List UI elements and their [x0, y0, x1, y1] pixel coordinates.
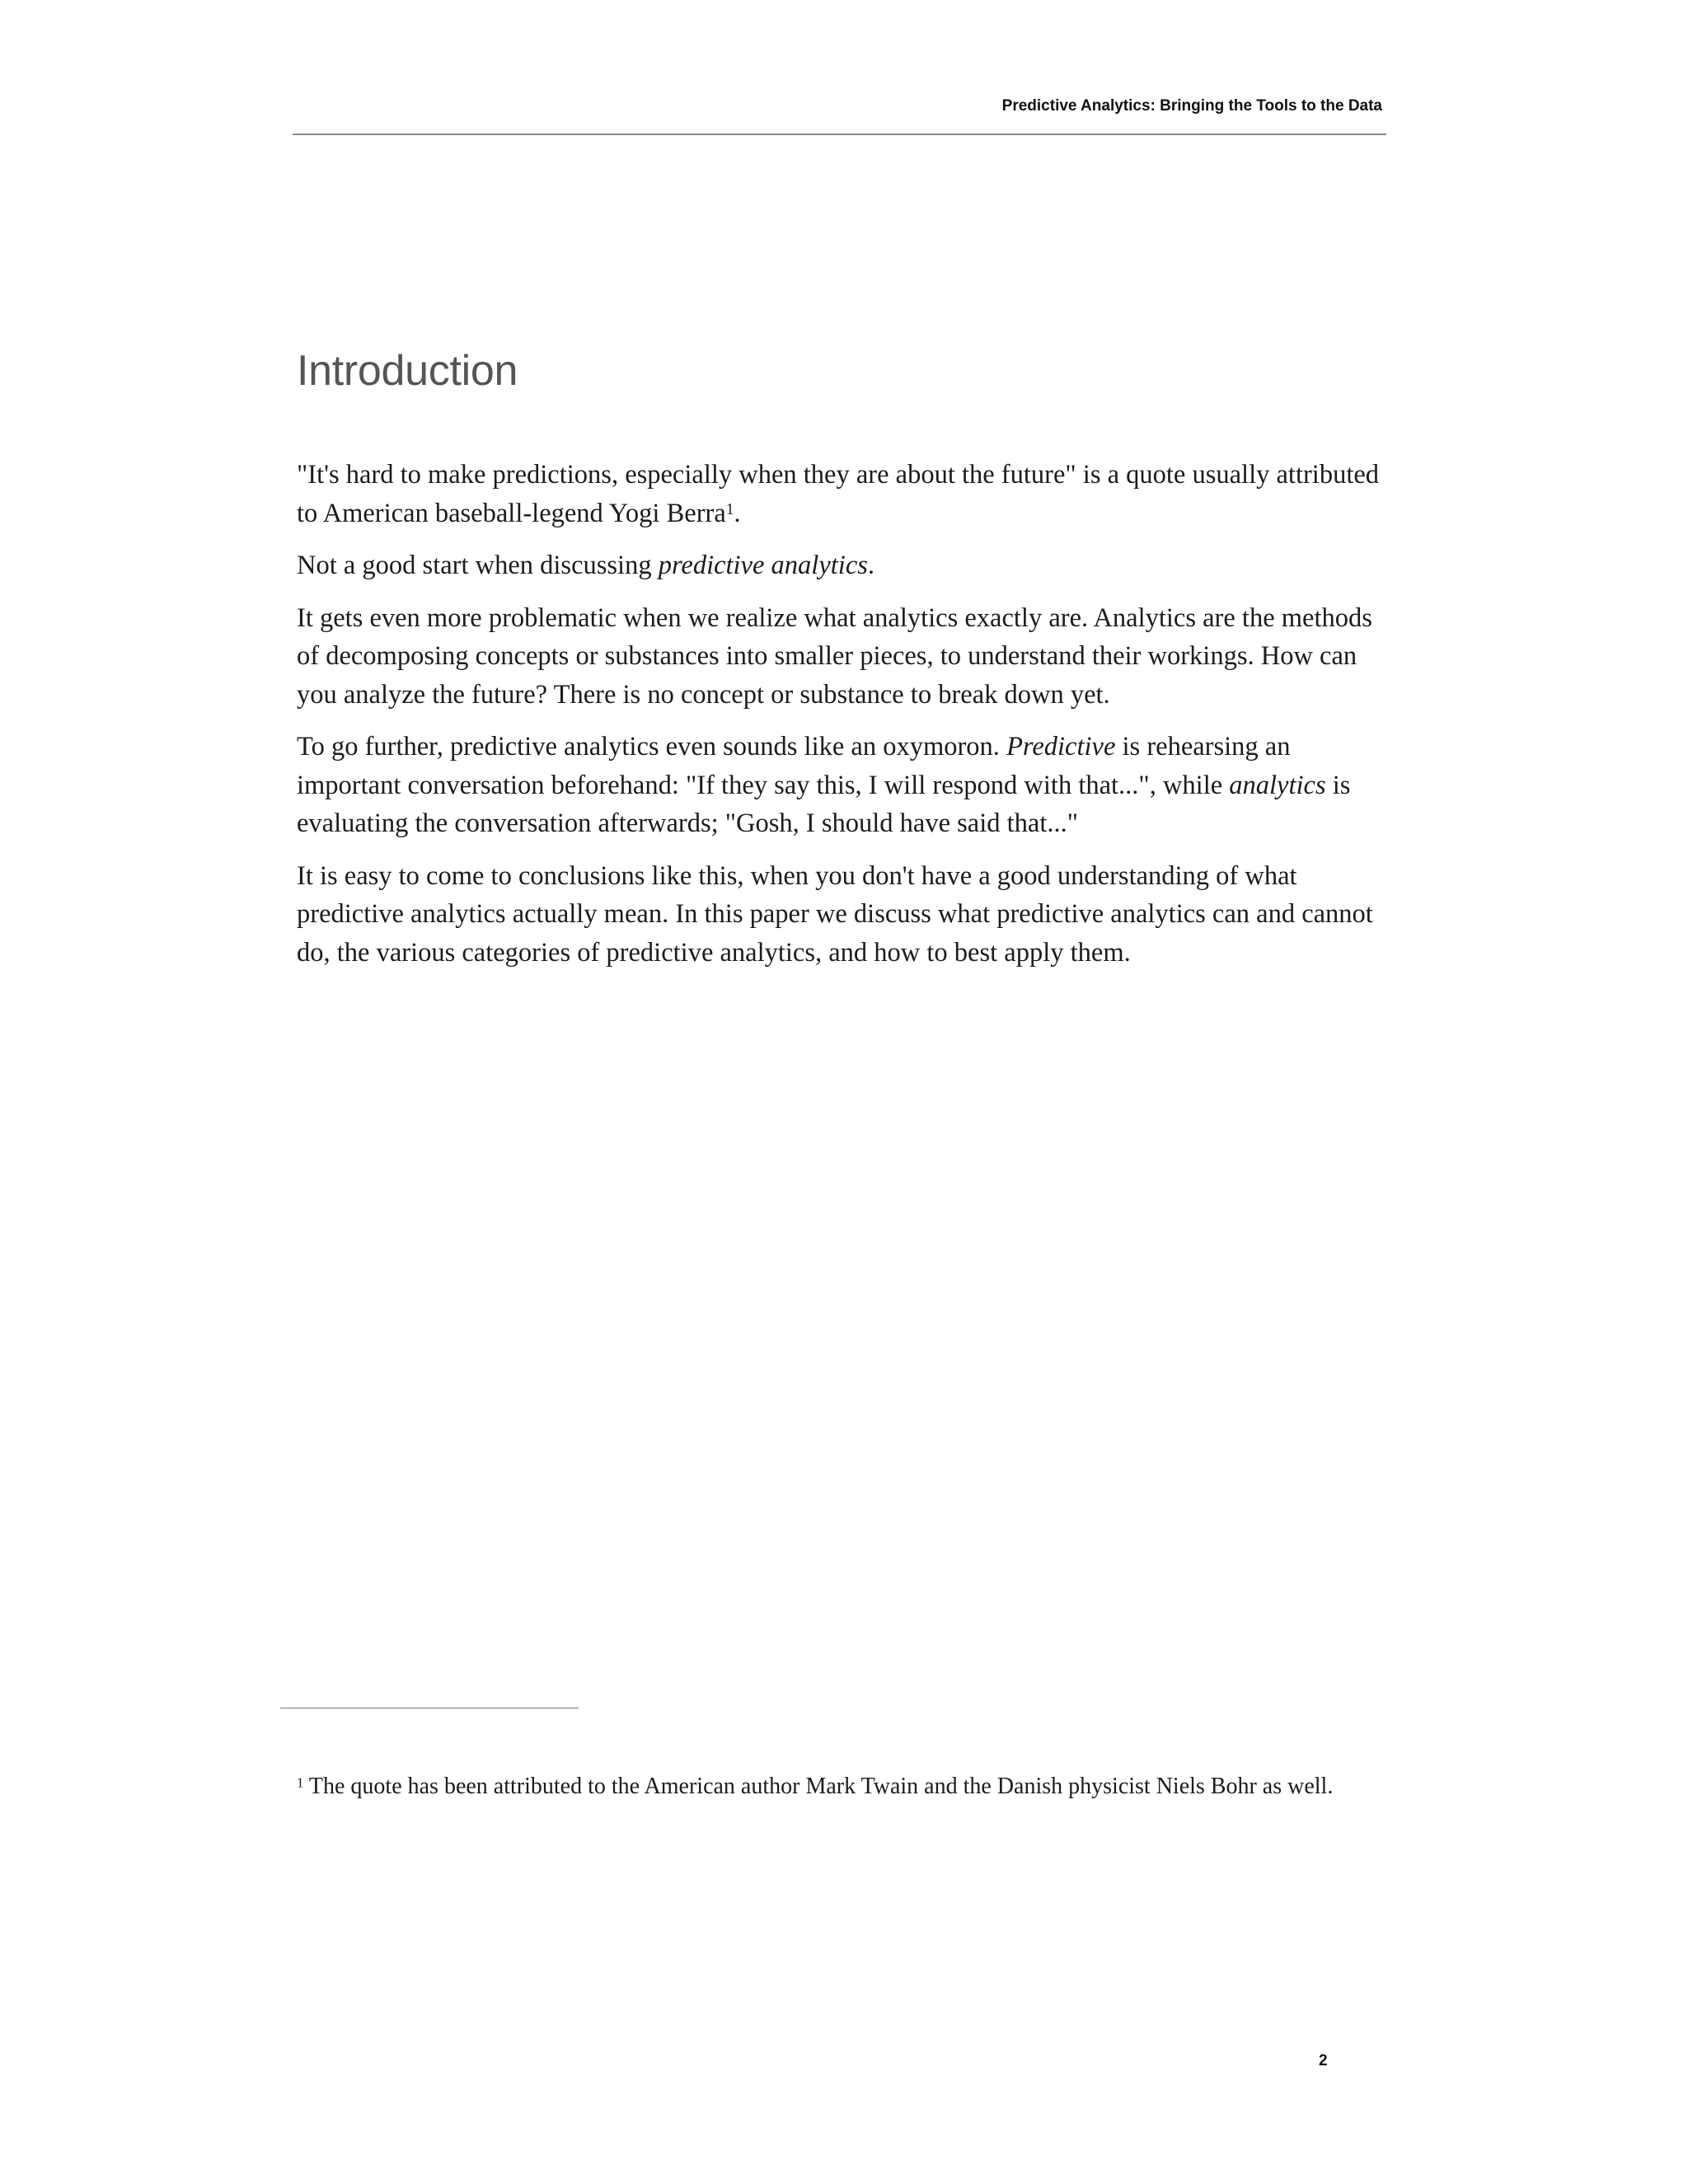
header-rule	[293, 134, 1386, 135]
paragraph-5: It is easy to come to conclusions like this, when you don't have a good understanding of what predictive analytics actually mean. In this paper we discuss what predictive analytics can and cannot do, the various categories of predictive analytics, and how to best apply them.	[297, 860, 1373, 968]
paragraph-1	[297, 456, 1393, 532]
footnote	[297, 1774, 1401, 1800]
paragraph-4-text-b: is rehearsing an important conversation beforehand: "If they say this, I will respond with that...", while	[297, 732, 1291, 800]
paragraph-2	[297, 546, 1393, 585]
paragraph-3: It gets even more problematic when we realize what analytics exactly are. Analytics are the methods of decomposing concepts or substances into smaller pieces, to understand their workings. How can you analyze the future? There is no concept or substance to break down yet.	[297, 602, 1372, 710]
paragraph-2-text: Not a good start when discussing	[297, 551, 659, 580]
footnote-marker: 1	[297, 1774, 304, 1791]
footnote-text: The quote has been attributed to the American author Mark Twain and the Danish physicist Niels Bohr as well.	[303, 1774, 1334, 1799]
paragraph-4	[297, 728, 1393, 843]
page-number: 2	[1319, 2052, 1328, 2069]
paragraph-1-end: .	[734, 498, 741, 528]
paragraph-4-text-c: is evaluating the conversation afterwards; "Gosh, I should have said that..."	[297, 770, 1351, 838]
body-text	[297, 456, 1393, 986]
footnote-reference[interactable]: 1	[725, 500, 734, 518]
paragraph-1-text: "It's hard to make predictions, especially when they are about the future" is a quote usually attributed to American baseball-legend Yogi Berra	[297, 460, 1380, 528]
paragraph-2-end: .	[867, 551, 875, 580]
paragraph-4-text-a: To go further, predictive analytics even sounds like an oxymoron.	[297, 732, 1007, 762]
paragraph-4-emphasis-analytics: analytics	[1229, 770, 1326, 800]
paragraph-4-emphasis-predictive: Predictive	[1006, 732, 1116, 762]
paragraph-2-emphasis: predictive analytics	[658, 551, 868, 580]
section-title: Introduction	[297, 347, 518, 395]
running-header: Predictive Analytics: Bringing the Tools to the Data	[1001, 97, 1382, 115]
